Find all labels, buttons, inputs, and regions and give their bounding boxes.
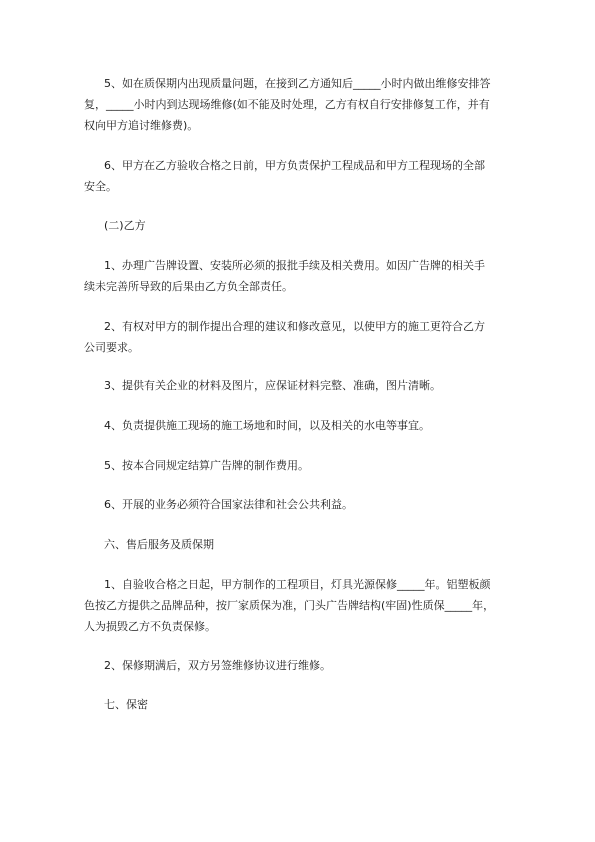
text-line: 3、提供有关企业的材料及图片，应保证材料完整、准确，图片清晰。 [104,379,441,392]
subheading-party-b [84,215,530,236]
paragraph-party-b-item-4 [84,415,530,436]
paragraph-warranty-repair [84,73,530,136]
text-line: 5、如在质保期内出现质量问题，在接到乙方通知后_____小时内做出维修安排答 [104,77,491,90]
text-line: 人为损毁乙方不负责保修。 [84,620,216,633]
text-line: 6、甲方在乙方验收合格之日前，甲方负责保护工程成品和甲方工程现场的全部 [104,159,485,172]
section-heading-confidentiality [84,694,530,715]
text-line: 安全。 [84,180,117,193]
text-line: 5、按本合同规定结算广告牌的制作费用。 [104,459,309,472]
text-line: 复，_____小时内到达现场维修(如不能及时处理，乙方有权自行安排修复工作，并有 [84,98,490,111]
text-line: 6、开展的业务必须符合国家法律和社会公共利益。 [104,498,353,511]
text-line: 七、保密 [104,698,148,711]
text-line: 4、负责提供施工现场的施工场地和时间，以及相关的水电等事宜。 [104,419,430,432]
text-line: 1、办理广告牌设置、安装所必须的报批手续及相关费用。如因广告牌的相关手 [104,259,485,272]
paragraph-site-protection [84,155,530,197]
paragraph-party-b-item-1 [84,255,530,297]
paragraph-party-b-item-6 [84,494,530,515]
text-line: (二)乙方 [104,219,146,232]
text-line: 2、有权对甲方的制作提出合理的建议和修改意见，以使甲方的施工更符合乙方 [104,320,485,333]
text-line: 六、售后服务及质保期 [104,538,214,551]
text-line: 续未完善所导致的后果由乙方负全部责任。 [84,280,293,293]
text-line: 1、自验收合格之日起，甲方制作的工程项目，灯具光源保修_____年。铝塑板颜 [104,578,491,591]
paragraph-party-b-item-5 [84,455,530,476]
paragraph-party-b-item-3 [84,375,530,396]
paragraph-after-sales-item-2 [84,655,530,676]
text-line: 色按乙方提供之品牌品种，按厂家质保为准，门头广告牌结构(牢固)性质保_____年， [84,599,495,612]
paragraph-after-sales-item-1 [84,574,530,637]
section-heading-after-sales [84,534,530,555]
text-line: 2、保修期满后，双方另签维修协议进行维修。 [104,659,331,672]
text-line: 公司要求。 [84,341,139,354]
text-line: 权向甲方追讨维修费)。 [84,119,199,132]
paragraph-party-b-item-2 [84,316,530,358]
